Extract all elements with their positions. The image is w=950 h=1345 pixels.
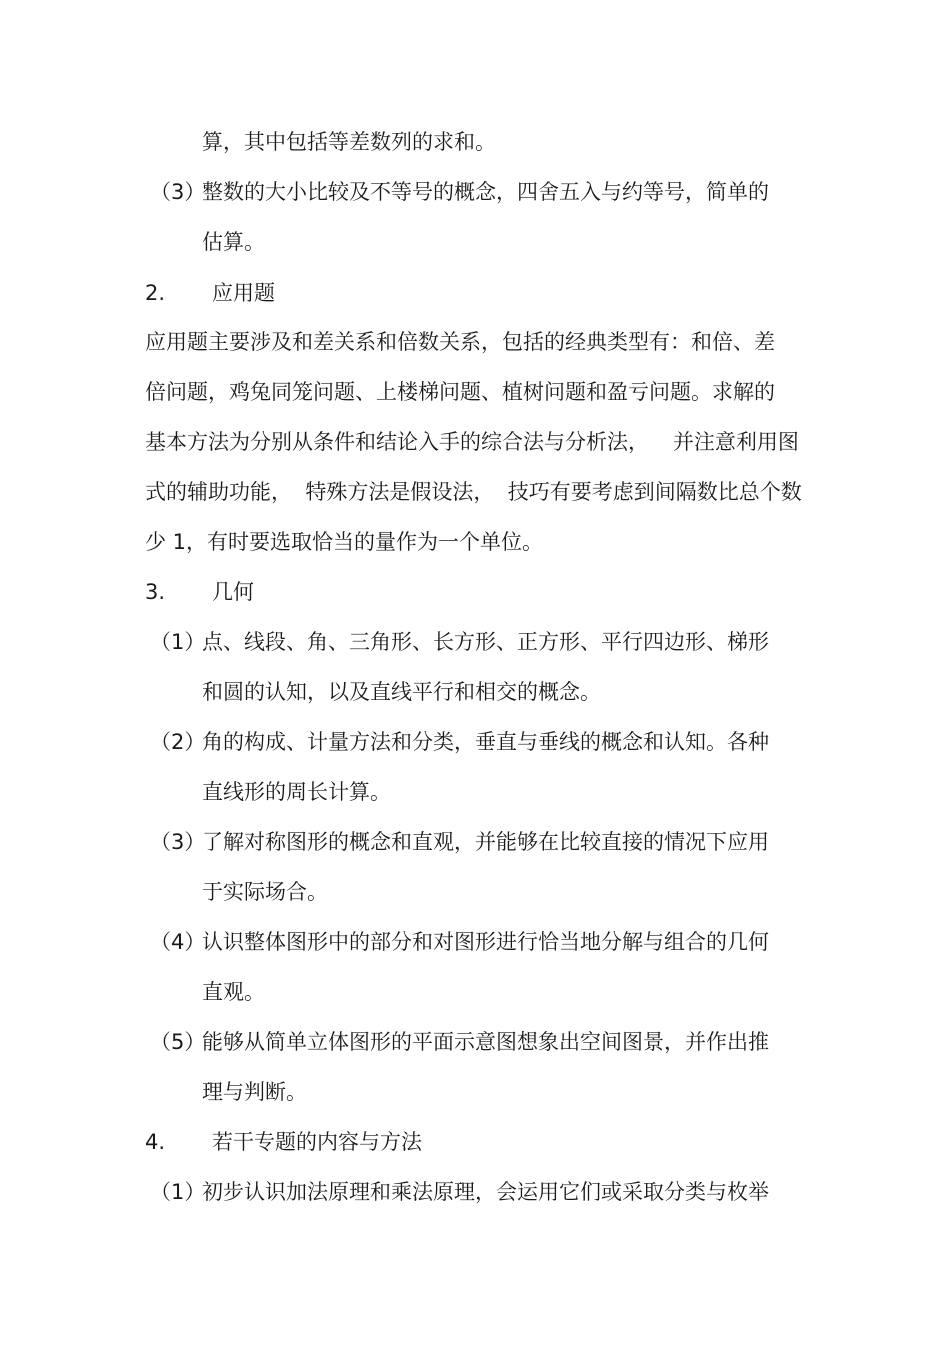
list-item-continuation: 于实际场合。 <box>202 880 328 904</box>
list-item-text: 了解对称图形的概念和直观，并能够在比较直接的情况下应用 <box>202 830 769 854</box>
list-item-continuation: 直线形的周长计算。 <box>202 780 391 804</box>
paragraph-line: 倍问题，鸡兔同笼问题、上楼梯问题、植树问题和盈亏问题。求解的 <box>145 380 775 404</box>
paragraph-line: 式的辅助功能， 特殊方法是假设法， 技巧有要考虑到间隔数比总个数 <box>145 480 802 504</box>
list-item-text: 初步认识加法原理和乘法原理，会运用它们或采取分类与枚举 <box>202 1180 769 1204</box>
list-item-text: 点、线段、角、三角形、长方形、正方形、平行四边形、梯形 <box>202 630 769 654</box>
list-marker: （4） <box>150 930 206 954</box>
list-item-text: 认识整体图形中的部分和对图形进行恰当地分解与组合的几何 <box>202 930 769 954</box>
list-marker: （1） <box>150 1180 206 1204</box>
list-item-continuation: 直观。 <box>202 980 265 1004</box>
list-marker: （3） <box>150 180 206 204</box>
section-title: 应用题 <box>212 281 275 305</box>
list-marker: （1） <box>150 630 206 654</box>
section-number: 2. <box>145 281 166 305</box>
list-marker: （5） <box>150 1030 206 1054</box>
paragraph-line: 应用题主要涉及和差关系和倍数关系，包括的经典类型有：和倍、差 <box>145 330 775 354</box>
list-item-text: 整数的大小比较及不等号的概念，四舍五入与约等号，简单的 <box>202 180 769 204</box>
paragraph-line: 基本方法为分别从条件和结论入手的综合法与分析法， 并注意利用图 <box>145 430 799 454</box>
list-item-continuation: 和圆的认知，以及直线平行和相交的概念。 <box>202 680 601 704</box>
list-item-text: 能够从简单立体图形的平面示意图想象出空间图景，并作出推 <box>202 1030 769 1054</box>
continued-line: 算，其中包括等差数列的求和。 <box>202 130 496 154</box>
list-item-continuation: 估算。 <box>202 230 265 254</box>
list-item-text: 角的构成、计量方法和分类，垂直与垂线的概念和认知。各种 <box>202 730 769 754</box>
section-title: 若干专题的内容与方法 <box>212 1130 422 1154</box>
list-marker: （2） <box>150 730 206 754</box>
section-title: 几何 <box>212 580 254 604</box>
paragraph-line: 少 1，有时要选取恰当的量作为一个单位。 <box>145 530 544 554</box>
list-item-continuation: 理与判断。 <box>202 1080 307 1104</box>
list-marker: （3） <box>150 830 206 854</box>
section-number: 3. <box>145 580 166 604</box>
section-number: 4. <box>145 1130 166 1154</box>
